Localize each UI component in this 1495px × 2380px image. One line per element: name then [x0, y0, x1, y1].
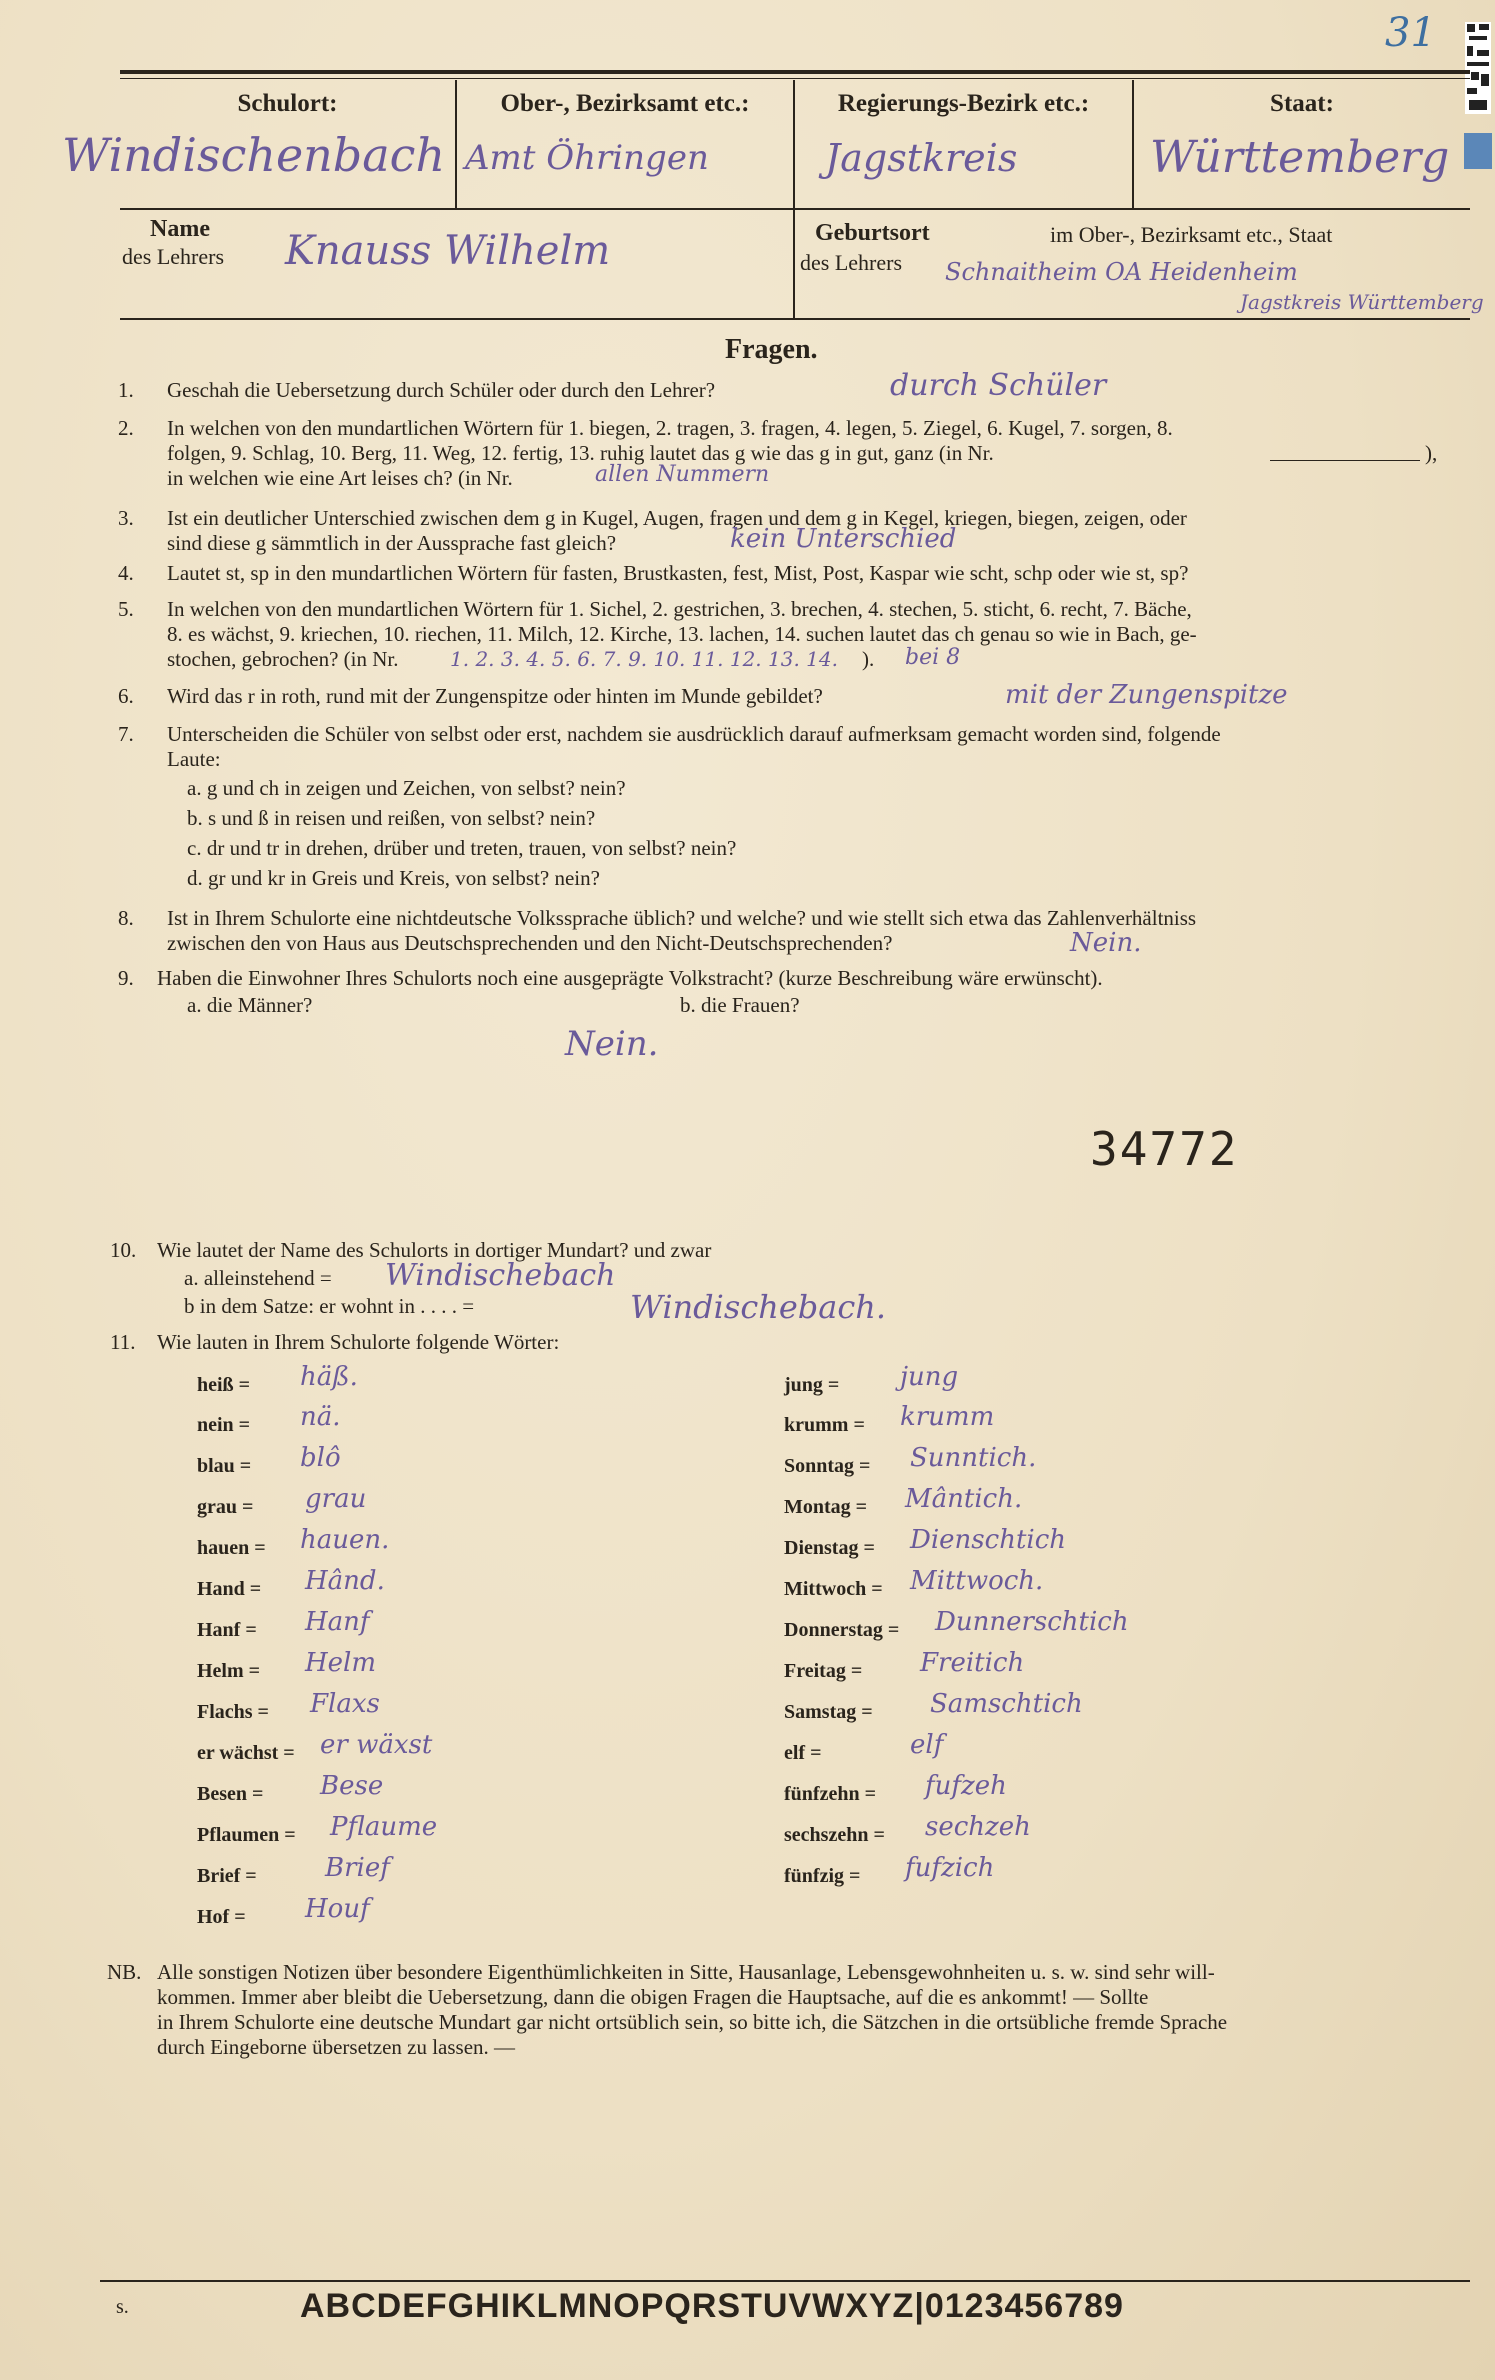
q5-answer-2: bei 8 — [905, 645, 961, 670]
q7-item-a: a. g und ch in zeigen und Zeichen, von selbst? nein? — [187, 776, 626, 800]
q1-number: 1. — [118, 378, 134, 402]
word-right-label: fünfzehn = — [784, 1783, 876, 1805]
word-left-answer: blô — [300, 1443, 341, 1473]
word-left-label: Pflaumen = — [197, 1824, 296, 1846]
word-right-label: jung = — [784, 1374, 840, 1396]
q3-number: 3. — [118, 506, 134, 530]
word-left-label: Hand = — [197, 1578, 262, 1600]
word-right-label: elf = — [784, 1742, 822, 1764]
word-left-label: Helm = — [197, 1660, 261, 1682]
nb-line4: durch Eingeborne übersetzen zu lassen. — — [157, 2035, 516, 2059]
word-right-answer: fufzich — [905, 1853, 995, 1883]
word-left-answer: hauen. — [300, 1525, 390, 1555]
amt-value: Amt Öhringen — [465, 138, 709, 178]
header-middle-rule — [120, 208, 1470, 210]
q5-line3-end: ). — [862, 647, 875, 671]
q8-number: 8. — [118, 906, 134, 930]
q8-line2: zwischen den von Haus aus Deutschsprechenden und den Nicht-Deutschsprechenden? — [167, 931, 893, 955]
geburtsort-hint: im Ober-, Bezirksamt etc., Staat — [1050, 222, 1333, 247]
q11-number: 11. — [110, 1330, 136, 1354]
word-left-label: grau = — [197, 1496, 254, 1518]
geburtsort-label: Geburtsort — [815, 220, 930, 246]
word-right-answer: sechzeh — [925, 1812, 1031, 1842]
word-left-answer: Pflaume — [330, 1812, 438, 1842]
word-left-label: Brief = — [197, 1865, 257, 1887]
word-right-label: krumm = — [784, 1414, 865, 1436]
q3-line1: Ist ein deutlicher Unterschied zwischen dem g in Kugel, Augen, fragen und dem g in Kegel, kriegen, biegen, zeigen, oder — [167, 506, 1187, 530]
word-left-label: nein = — [197, 1414, 251, 1436]
q3-line2: sind diese g sämmtlich in der Aussprache fast gleich? — [167, 531, 617, 555]
footer-rule — [100, 2280, 1470, 2282]
amt-label: Ober-, Bezirksamt etc.: — [500, 90, 750, 117]
q5-line3: stochen, gebrochen? (in Nr. — [167, 647, 399, 671]
word-right-label: Samstag = — [784, 1701, 873, 1723]
word-left-answer: Hând. — [305, 1566, 385, 1596]
q10-line1: Wie lautet der Name des Schulorts in dortiger Mundart? und zwar — [157, 1238, 712, 1262]
archive-stamp-number: 34772 — [1090, 1122, 1239, 1176]
q5-line1: In welchen von den mundartlichen Wörtern für 1. Sichel, 2. gestrichen, 3. brechen, 4. stechen, 5. sticht, 6. recht, 7. Bäche, — [167, 597, 1192, 621]
footer-s-label: s. — [116, 2296, 129, 2318]
word-right-answer: jung — [900, 1362, 959, 1392]
q7-item-c: c. dr und tr in drehen, drüber und treten, trauen, von selbst? nein? — [187, 836, 737, 860]
footer-alphabet: ABCDEFGHIKLMNOPQRSTUVWXYZ|0123456789 — [300, 2287, 1124, 2325]
q2-line3: in welchen wie eine Art leises ch? (in Nr. — [167, 466, 513, 490]
word-right-answer: fufzeh — [925, 1771, 1007, 1801]
geburtsort-value-2: Jagstkreis Württemberg — [1240, 290, 1484, 314]
q7-line2: Laute: — [167, 747, 221, 771]
q2-blank-line — [1270, 460, 1420, 461]
name-label: Name — [150, 216, 210, 242]
q10-number: 10. — [110, 1238, 137, 1262]
fragen-title: Fragen. — [725, 334, 818, 365]
header-top-rule — [120, 70, 1470, 74]
header-bottom-rule — [120, 318, 1470, 320]
word-left-answer: Houf — [305, 1894, 370, 1924]
word-left-label: blau = — [197, 1455, 252, 1477]
word-right-answer: Mântich. — [905, 1484, 1023, 1514]
q8-line1: Ist in Ihrem Schulorte eine nichtdeutsche Volkssprache üblich? und welche? und wie stellt sich etwa das Zahlenverhältniss — [167, 906, 1197, 930]
q7-line1: Unterscheiden die Schüler von selbst oder erst, nachdem sie ausdrücklich darauf aufmerksam gemacht worden sind, folgende — [167, 722, 1221, 746]
q2-number: 2. — [118, 416, 134, 440]
word-right-label: Sonntag = — [784, 1455, 871, 1477]
name-value: Knauss Wilhelm — [285, 228, 611, 274]
word-right-label: sechszehn = — [784, 1824, 885, 1846]
word-right-answer: elf — [910, 1730, 944, 1760]
nb-line1: Alle sonstigen Notizen über besondere Eigenthümlichkeiten in Sitte, Hausanlage, Lebensgewohnheiten u. s. w. sind sehr will- — [157, 1960, 1215, 1984]
word-right-label: fünfzig = — [784, 1865, 861, 1887]
q11-line1: Wie lauten in Ihrem Schulorte folgende Wörter: — [157, 1330, 560, 1354]
q10-item-b: b in dem Satze: er wohnt in . . . . = — [184, 1294, 475, 1318]
q4-text: Lautet st, sp in den mundartlichen Wörtern für fasten, Brustkasten, fest, Mist, Post, Kaspar wie scht, schp oder wie st, sp? — [167, 561, 1189, 585]
word-left-label: Flachs = — [197, 1701, 269, 1723]
q8-answer: Nein. — [1070, 928, 1142, 958]
nb-line2: kommen. Immer aber bleibt die Uebersetzung, dann die obigen Fragen die Hauptsache, auf die es ankommt! — Sollte — [157, 1985, 1149, 2009]
word-left-answer: Helm — [305, 1648, 377, 1678]
q3-answer: kein Unterschied — [730, 524, 957, 554]
word-left-answer: Brief — [325, 1853, 390, 1883]
q2-line2-end: ), — [1425, 441, 1438, 465]
q10-item-a: a. alleinstehend = — [184, 1266, 332, 1290]
q5-number: 5. — [118, 597, 134, 621]
q6-number: 6. — [118, 684, 134, 708]
word-right-label: Montag = — [784, 1496, 868, 1518]
header-top-rule-thin — [120, 78, 1470, 79]
word-right-answer: Dunnerschtich — [935, 1607, 1129, 1637]
q6-answer: mit der Zungenspitze — [1005, 680, 1288, 710]
geburtsort-value: Schnaitheim OA Heidenheim — [945, 258, 1298, 286]
page-number-handwritten: 31 — [1385, 10, 1436, 56]
word-left-label: Hof = — [197, 1906, 246, 1928]
q9-number: 9. — [118, 966, 134, 990]
nb-label: NB. — [107, 1960, 142, 1984]
q2-line2: folgen, 9. Schlag, 10. Berg, 11. Weg, 12. fertig, 13. ruhig lautet das g wie das g in gut, ganz (in Nr. — [167, 441, 994, 465]
staat-label: Staat: — [1270, 90, 1334, 117]
staat-value: Württemberg — [1150, 132, 1450, 183]
q2-line1: In welchen von den mundartlichen Wörtern für 1. biegen, 2. tragen, 3. fragen, 4. legen, 5. Ziegel, 6. Kugel, 7. sorgen, 8. — [167, 416, 1173, 440]
q9-answer: Nein. — [565, 1024, 659, 1064]
word-left-label: heiß = — [197, 1374, 251, 1396]
scan-marker-icon — [1464, 133, 1492, 169]
q7-item-d: d. gr und kr in Greis und Kreis, von selbst? nein? — [187, 866, 600, 890]
word-right-label: Freitag = — [784, 1660, 863, 1682]
bezirk-value: Jagstkreis — [825, 136, 1018, 180]
q10-answer-a: Windischebach — [385, 1258, 616, 1293]
word-right-answer: Sunntich. — [910, 1443, 1037, 1473]
q6-text: Wird das r in roth, rund mit der Zungenspitze oder hinten im Munde gebildet? — [167, 684, 823, 708]
word-left-label: Hanf = — [197, 1619, 257, 1641]
schulort-label: Schulort: — [237, 90, 338, 117]
q10-answer-b: Windischebach. — [630, 1288, 887, 1326]
q5-line2: 8. es wächst, 9. kriechen, 10. riechen, 11. Milch, 12. Kirche, 13. lachen, 14. suchen lautet das ch genau so wie in Bach, ge- — [167, 622, 1197, 646]
q9-line1: Haben die Einwohner Ihres Schulorts noch eine ausgeprägte Volkstracht? (kurze Beschreibung wäre erwünscht). — [157, 966, 1103, 990]
word-right-answer: Freitich — [920, 1648, 1025, 1678]
q4-number: 4. — [118, 561, 134, 585]
word-left-answer: nä. — [300, 1402, 341, 1432]
word-left-label: hauen = — [197, 1537, 266, 1559]
q1-text: Geschah die Uebersetzung durch Schüler oder durch den Lehrer? — [167, 378, 716, 402]
q7-item-b: b. s und ß in reisen und reißen, von selbst? nein? — [187, 806, 596, 830]
word-left-label: er wächst = — [197, 1742, 295, 1764]
word-left-answer: er wäxst — [320, 1730, 433, 1760]
word-right-answer: krumm — [900, 1402, 995, 1432]
word-left-answer: Hanf — [305, 1607, 370, 1637]
word-right-answer: Mittwoch. — [910, 1566, 1044, 1596]
q1-answer: durch Schüler — [890, 368, 1107, 403]
q9-item-a: a. die Männer? — [187, 993, 313, 1017]
word-left-answer: grau — [305, 1484, 367, 1514]
name-label-sub: des Lehrers — [122, 244, 225, 269]
word-left-answer: häß. — [300, 1362, 358, 1392]
word-right-answer: Dienschtich — [910, 1525, 1067, 1555]
word-right-label: Mittwoch = — [784, 1578, 883, 1600]
q7-number: 7. — [118, 722, 134, 746]
q9-item-b: b. die Frauen? — [680, 993, 800, 1017]
q5-answer-numbers: 1. 2. 3. 4. 5. 6. 7. 9. 10. 11. 12. 13. 14. — [450, 647, 838, 671]
word-left-answer: Bese — [320, 1771, 384, 1801]
word-right-label: Donnerstag = — [784, 1619, 900, 1641]
geburtsort-label-sub: des Lehrers — [800, 250, 903, 275]
q2-answer: allen Nummern — [595, 462, 770, 487]
bezirk-label: Regierungs-Bezirk etc.: — [837, 90, 1090, 117]
schulort-value: Windischenbach — [62, 128, 446, 182]
nb-line3: in Ihrem Schulorte eine deutsche Mundart gar nicht ortsüblich sein, so bitte ich, die Sätzchen in die ortsübliche fremde Sprache — [157, 2010, 1228, 2034]
word-left-label: Besen = — [197, 1783, 264, 1805]
word-left-answer: Flaxs — [310, 1689, 380, 1719]
word-right-answer: Samschtich — [930, 1689, 1083, 1719]
word-right-label: Dienstag = — [784, 1537, 875, 1559]
